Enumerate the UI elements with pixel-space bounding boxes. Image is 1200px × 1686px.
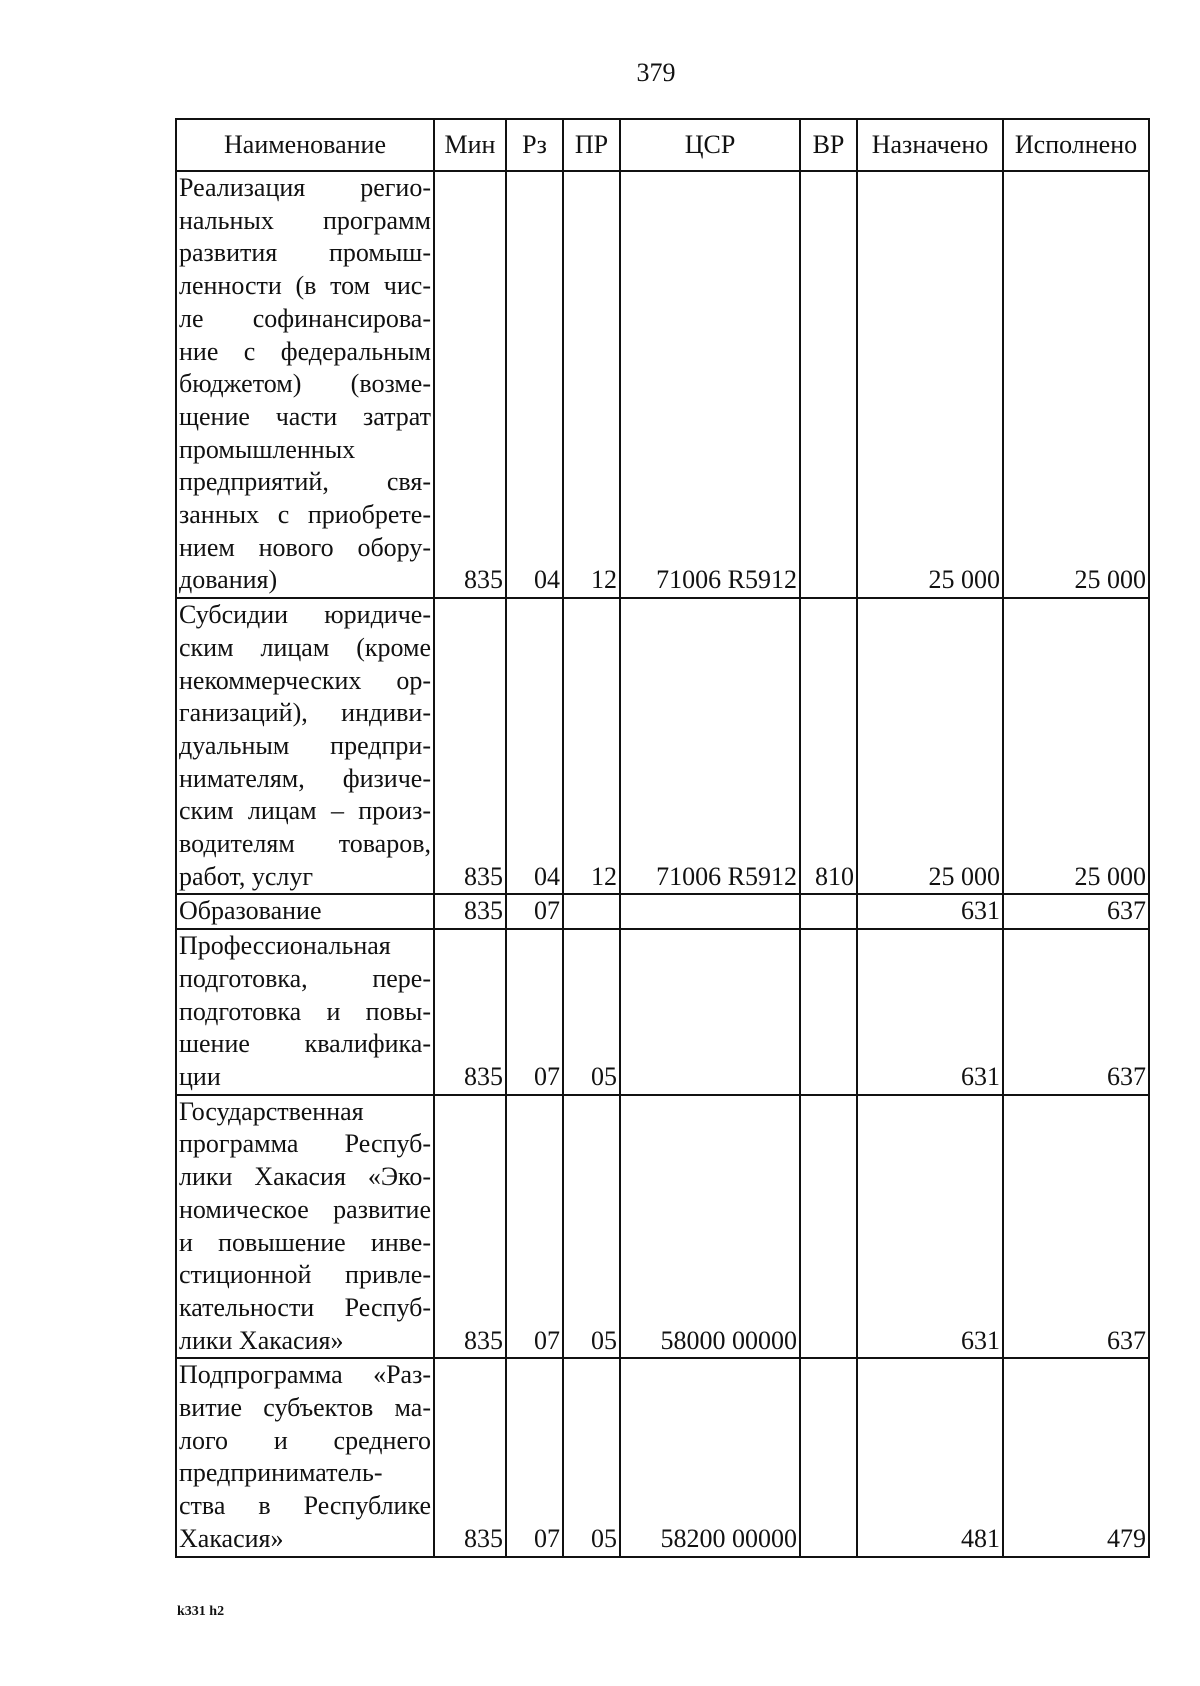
header-min: Мин bbox=[434, 119, 506, 171]
row-csr bbox=[620, 894, 800, 929]
table-row bbox=[176, 894, 1149, 929]
row-executed: 637 bbox=[1003, 894, 1149, 929]
row-name: Субсидии юридиче- ским лицам (кроме некоммерческих ор- ганизаций), индиви- дуальным предпри- нимателям, физиче- ским лицам – произ- водителям товаров, работ, услуг bbox=[176, 598, 434, 894]
row-assigned: 631 bbox=[857, 1095, 1003, 1359]
row-name: Подпрограмма «Раз- витие субъектов ма- лого и среднего предприниматель- ства в Республике Хакасия» bbox=[176, 1358, 434, 1556]
row-rz: 07 bbox=[506, 894, 563, 929]
row-csr: 71006 R5912 bbox=[620, 598, 800, 894]
row-min: 835 bbox=[434, 929, 506, 1095]
table-header-row bbox=[176, 119, 1149, 171]
footer-code: k331 h2 bbox=[177, 1604, 225, 1619]
header-assigned: Назначено bbox=[857, 119, 1003, 171]
row-pr: 12 bbox=[563, 171, 620, 598]
row-assigned: 25 000 bbox=[857, 598, 1003, 894]
row-pr bbox=[563, 894, 620, 929]
row-rz: 04 bbox=[506, 171, 563, 598]
row-name: Профессиональная подготовка, пере- подготовка и повы- шение квалифика- ции bbox=[176, 929, 434, 1095]
header-csr: ЦСР bbox=[620, 119, 800, 171]
header-pr: ПР bbox=[563, 119, 620, 171]
row-min: 835 bbox=[434, 171, 506, 598]
row-csr: 58000 00000 bbox=[620, 1095, 800, 1359]
table-row bbox=[176, 598, 1149, 894]
row-rz: 07 bbox=[506, 1358, 563, 1556]
row-vr bbox=[800, 171, 857, 598]
row-assigned: 631 bbox=[857, 929, 1003, 1095]
row-assigned: 631 bbox=[857, 894, 1003, 929]
row-name: Образование bbox=[176, 894, 434, 929]
row-name: Реализация регио- нальных программ развития промыш- ленности (в том чис- ле софинансирова- ние с федеральным бюджетом) (возме- щение части затрат промышленных предприятий, свя- занных с приобрете- нием нового обору- дования) bbox=[176, 171, 434, 598]
row-executed: 25 000 bbox=[1003, 171, 1149, 598]
header-name: Наименование bbox=[176, 119, 434, 171]
row-executed: 637 bbox=[1003, 929, 1149, 1095]
table-row bbox=[176, 1358, 1149, 1556]
row-csr: 71006 R5912 bbox=[620, 171, 800, 598]
row-vr: 810 bbox=[800, 598, 857, 894]
row-csr bbox=[620, 929, 800, 1095]
row-name: Государственная программа Респуб- лики Хакасия «Эко- номическое развитие и повышение инве- стиционной привле- кательности Респуб- лики Хакасия» bbox=[176, 1095, 434, 1359]
row-pr: 05 bbox=[563, 929, 620, 1095]
row-vr bbox=[800, 1095, 857, 1359]
row-min: 835 bbox=[434, 1095, 506, 1359]
row-executed: 637 bbox=[1003, 1095, 1149, 1359]
header-vr: ВР bbox=[800, 119, 857, 171]
table-row bbox=[176, 171, 1149, 598]
row-assigned: 481 bbox=[857, 1358, 1003, 1556]
row-rz: 04 bbox=[506, 598, 563, 894]
row-pr: 12 bbox=[563, 598, 620, 894]
table-row bbox=[176, 929, 1149, 1095]
row-min: 835 bbox=[434, 598, 506, 894]
row-pr: 05 bbox=[563, 1358, 620, 1556]
page-number: 379 bbox=[636, 58, 676, 87]
row-csr: 58200 00000 bbox=[620, 1358, 800, 1556]
row-executed: 25 000 bbox=[1003, 598, 1149, 894]
row-pr: 05 bbox=[563, 1095, 620, 1359]
table-row bbox=[176, 1095, 1149, 1359]
header-rz: Рз bbox=[506, 119, 563, 171]
budget-table bbox=[175, 118, 1150, 1558]
row-min: 835 bbox=[434, 1358, 506, 1556]
row-executed: 479 bbox=[1003, 1358, 1149, 1556]
row-min: 835 bbox=[434, 894, 506, 929]
row-rz: 07 bbox=[506, 929, 563, 1095]
row-rz: 07 bbox=[506, 1095, 563, 1359]
row-vr bbox=[800, 894, 857, 929]
row-vr bbox=[800, 1358, 857, 1556]
row-vr bbox=[800, 929, 857, 1095]
header-executed: Исполнено bbox=[1003, 119, 1149, 171]
row-assigned: 25 000 bbox=[857, 171, 1003, 598]
